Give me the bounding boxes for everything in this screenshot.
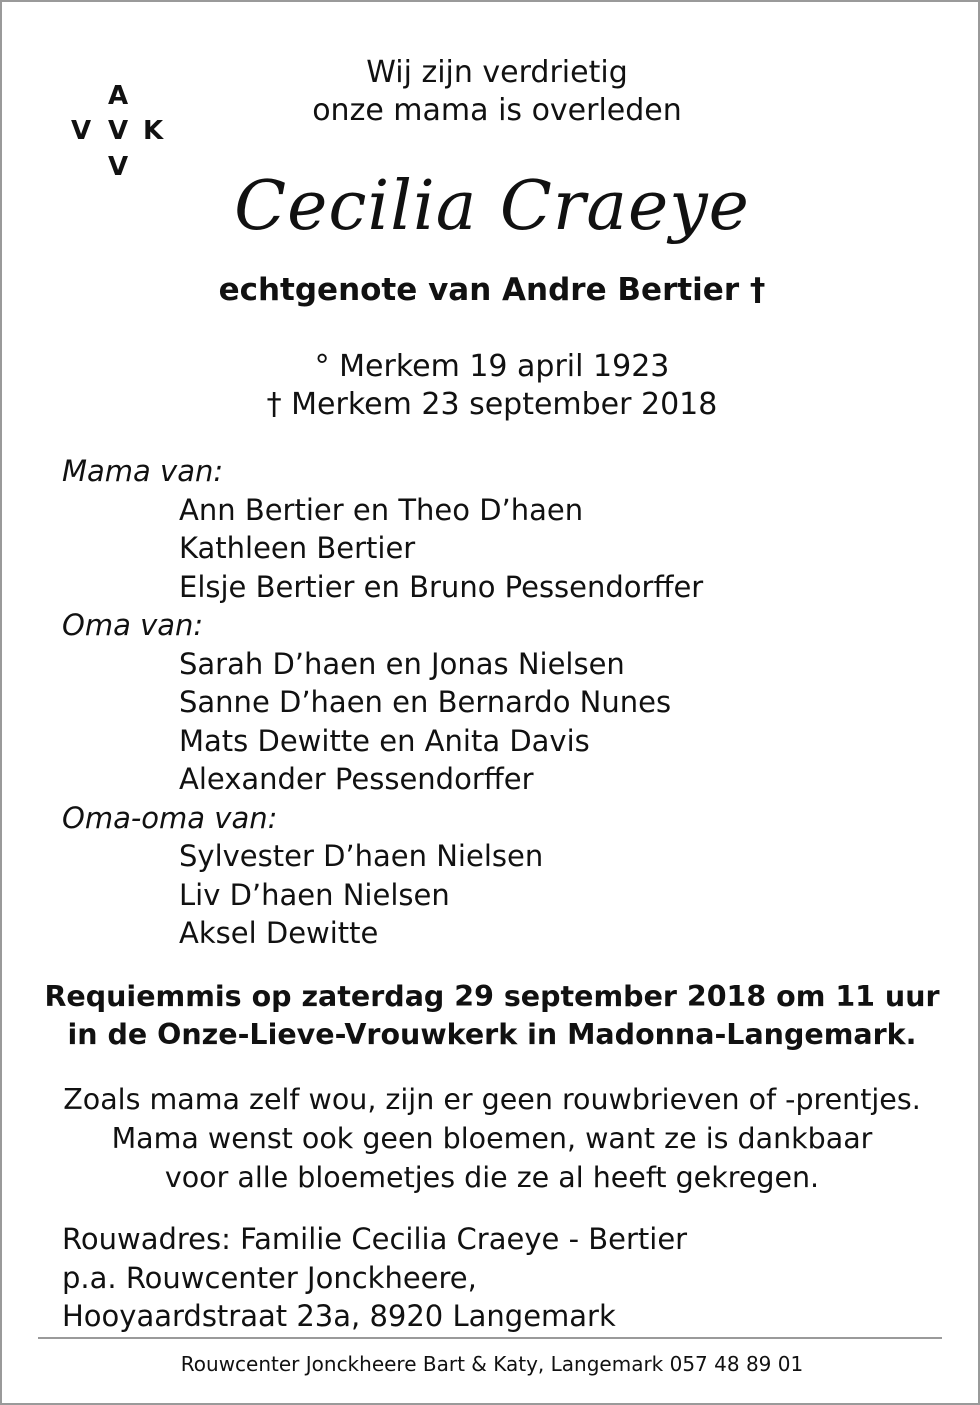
notice-line: Zoals mama zelf wou, zijn er geen rouwbrieven of -prentjes. bbox=[63, 1083, 921, 1116]
notice-line: Mama wenst ook geen bloemen, want ze is dankbaar bbox=[111, 1122, 873, 1155]
family-member: Elsje Bertier en Bruno Pessendorffer bbox=[179, 569, 704, 604]
logo-letter-center: V bbox=[108, 116, 129, 146]
family-member: Sarah D’haen en Jonas Nielsen bbox=[179, 646, 625, 681]
logo-letter-left: V bbox=[71, 116, 92, 146]
footer-divider bbox=[38, 1337, 942, 1339]
death-date: † Merkem 23 september 2018 bbox=[266, 387, 718, 422]
deceased-name: Cecilia Craeye bbox=[234, 167, 750, 246]
family-member: Sanne D’haen en Bernardo Nunes bbox=[179, 685, 672, 719]
notice-line: voor alle bloemetjes die ze al heeft gekregen. bbox=[164, 1161, 820, 1194]
mass-line: in de Onze-Lieve-Vrouwkerk in Madonna-Langemark. bbox=[67, 1018, 917, 1051]
wishes-notice bbox=[42, 1080, 942, 1197]
family-member: Alexander Pessendorffer bbox=[179, 762, 534, 796]
intro-line: onze mama is overleden bbox=[312, 93, 682, 128]
family-member: Aksel Dewitte bbox=[179, 916, 379, 950]
family-member: Sylvester D’haen Nielsen bbox=[179, 839, 544, 873]
group-label-oma-oma: Oma-oma van: bbox=[62, 800, 278, 835]
mourning-address bbox=[62, 1220, 922, 1336]
funeral-home-footer: Rouwcenter Jonckheere Bart & Katy, Langemark 057 48 89 01 bbox=[180, 1352, 804, 1376]
intro-line: Wij zijn verdrietig bbox=[366, 55, 628, 90]
family-member: Mats Dewitte en Anita Davis bbox=[179, 723, 590, 758]
intro-text bbox=[242, 54, 752, 130]
address-line: Hooyaardstraat 23a, 8920 Langemark bbox=[62, 1299, 616, 1333]
family-member: Ann Bertier en Theo D’haen bbox=[179, 492, 584, 527]
address-line: p.a. Rouwcenter Jonckheere, bbox=[62, 1260, 477, 1295]
family-list bbox=[62, 452, 922, 953]
birth-date: ° Merkem 19 april 1923 bbox=[314, 349, 670, 384]
requiem-mass-info bbox=[42, 978, 942, 1054]
address-line: Rouwadres: Familie Cecilia Craeye - Bertier bbox=[62, 1222, 688, 1256]
logo-letter-bottom: V bbox=[108, 152, 129, 182]
logo-letter-top: A bbox=[108, 81, 129, 111]
spouse-line: echtgenote van Andre Bertier † bbox=[218, 272, 766, 308]
family-member: Liv D’haen Nielsen bbox=[179, 877, 450, 912]
mass-line: Requiemmis op zaterdag 29 september 2018 om 11 uur bbox=[44, 980, 940, 1013]
logo-letter-right: K bbox=[143, 116, 164, 146]
group-label-oma: Oma van: bbox=[62, 608, 204, 642]
life-dates bbox=[192, 348, 792, 424]
group-label-mama: Mama van: bbox=[62, 454, 224, 488]
family-member: Kathleen Bertier bbox=[179, 531, 416, 565]
